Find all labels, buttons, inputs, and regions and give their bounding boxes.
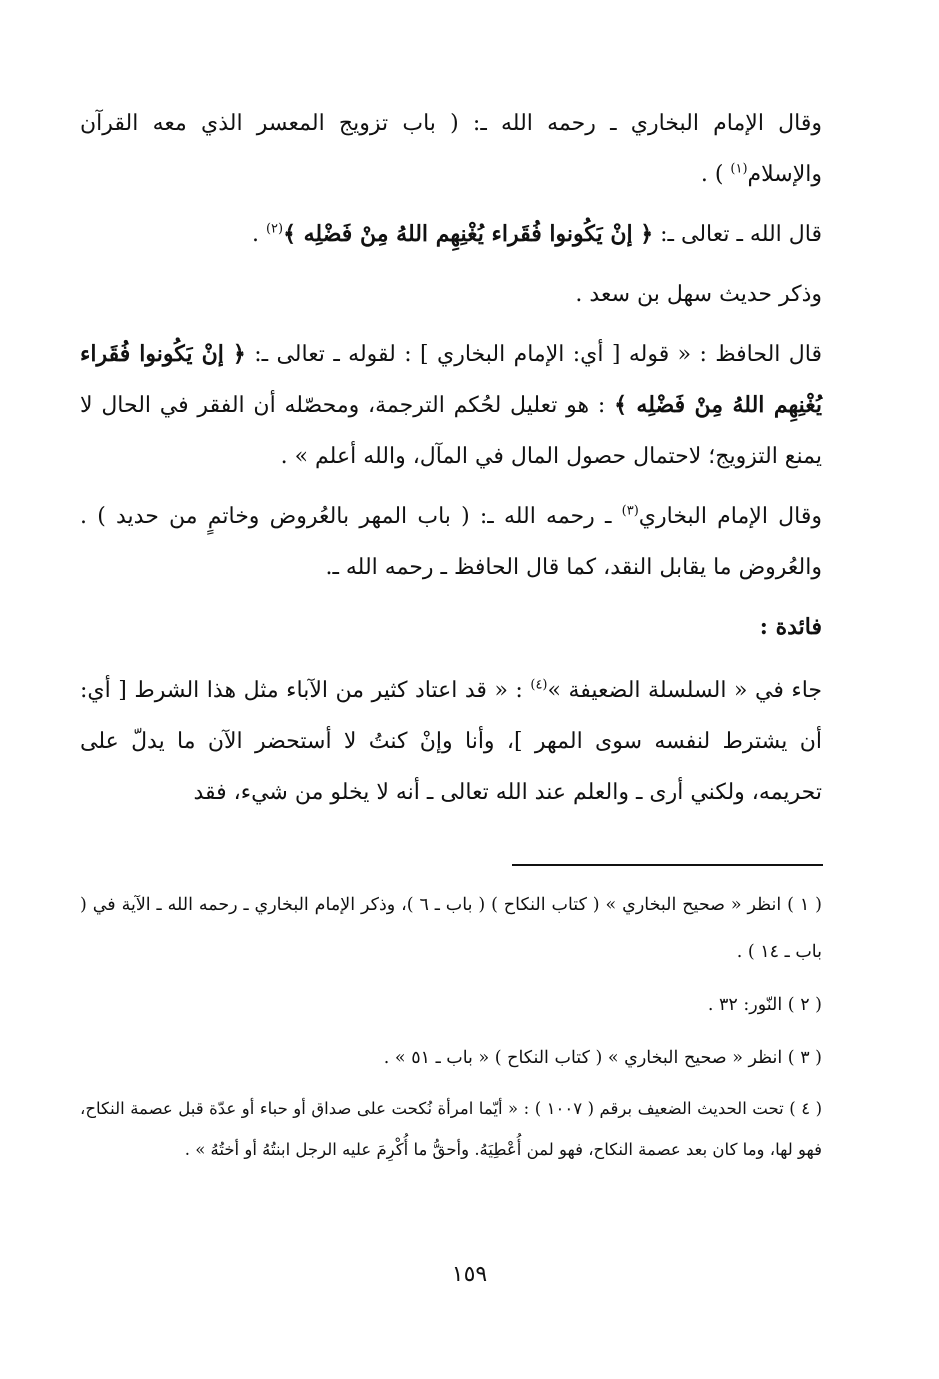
paragraph-text: وذكر حديث سهل بن سعد .: [575, 282, 822, 307]
paragraph-tail: ـ رحمه الله ـ: ( باب المهر بالعُروض وخاتمٍ من حديد ) . والعُروض ما يقابل النقد، كما قال الحافظ ـ رحمه الله ـ.: [80, 504, 822, 580]
paragraph-tail: : هو تعليل لحُكم الترجمة، ومحصّله أن الفقر في الحال لا يمنع التزويج؛ لاحتمال حصول المال في المآل، والله أعلم » .: [80, 393, 822, 469]
footnote-3: ( ٣ ) انظر « صحيح البخاري » ( كتاب النكاح ) « باب ـ ٥١ » .: [383, 1048, 822, 1068]
paragraph-benefit: [80, 665, 822, 818]
paragraph-hadith-mention: [80, 269, 822, 320]
footnote-ref-3[interactable]: (٣): [621, 503, 639, 519]
section-heading-benefit: فائدة :: [759, 614, 822, 640]
quran-quote: ﴿ إنْ يَكُونوا فُقَراء يُغْنِهِم اللهُ مِنْ فَضْلِه ﴾: [80, 341, 822, 418]
paragraph-text: وقال الإمام البخاري ـ رحمه الله ـ: ( باب تزويج المعسر الذي معه القرآن والإسلام: [80, 111, 822, 187]
footnote-ref-2[interactable]: (٢): [265, 221, 284, 237]
paragraph-tail: .: [251, 222, 266, 247]
main-text: [80, 98, 822, 818]
paragraph-quran-verse: [80, 209, 822, 260]
paragraph-tail: ) .: [700, 162, 731, 187]
paragraph-bukhari-chapter-1: [80, 98, 822, 200]
footnote-1: ( ١ ) انظر « صحيح البخاري » ( كتاب النكاح ) ( باب ـ ٦ )، وذكر الإمام البخاري ـ رحمه الله ـ الآية في ( باب ـ ١٤ ) .: [80, 895, 822, 962]
footnote-2: ( ٢ ) النّور: ٣٢ .: [707, 995, 822, 1015]
quran-quote: ﴿ إنْ يَكُونوا فُقَراء يُغْنِهِم اللهُ مِنْ فَضْلِه ﴾: [283, 221, 654, 247]
paragraph-text: وقال الإمام البخاري: [638, 504, 822, 529]
footnote-ref-4[interactable]: (٤): [530, 677, 548, 693]
footnote-4: ( ٤ ) تحت الحديث الضعيف برقم ( ١٠٠٧ ) : « أيّما امرأة نُكحت على صداق أو حباء أو عدّة قبل عصمة النكاح، فهو لها، وما كان بعد عصمة النكاح، فهو لمن أُعْطِيَهُ. وأحقُّ ما أُكْرِمَ عليه الرجل ابنتُهُ أو أختُهُ » .: [80, 1099, 823, 1159]
paragraph-intro: قال الله ـ تعالى ـ:: [653, 222, 822, 247]
paragraph-intro: قال الحافظ : « قوله [ أي: الإمام البخاري ] : لقوله ـ تعالى ـ:: [245, 342, 822, 367]
footnote-separator: [512, 864, 823, 866]
page-number: ١٥٩: [451, 1262, 488, 1287]
footnote-ref-1[interactable]: (١): [730, 161, 748, 177]
paragraph-tail: : « قد اعتاد كثير من الآباء مثل هذا الشرط [ أي: أن يشترط لنفسه سوى المهر ]، وأنا وإنْ كنتُ لا أستحضر الآن ما يدلّ على تحريمه، ولكني أرى ـ والعلم عند الله تعالى ـ أنه لا يخلو من شيء، فقد: [80, 678, 822, 805]
paragraph-bukhari-chapter-2: [80, 491, 822, 593]
paragraph-intro: جاء في « السلسلة الضعيفة »: [547, 678, 822, 703]
footnotes: [80, 882, 822, 1176]
paragraph-hafiz-comment: [80, 329, 822, 482]
